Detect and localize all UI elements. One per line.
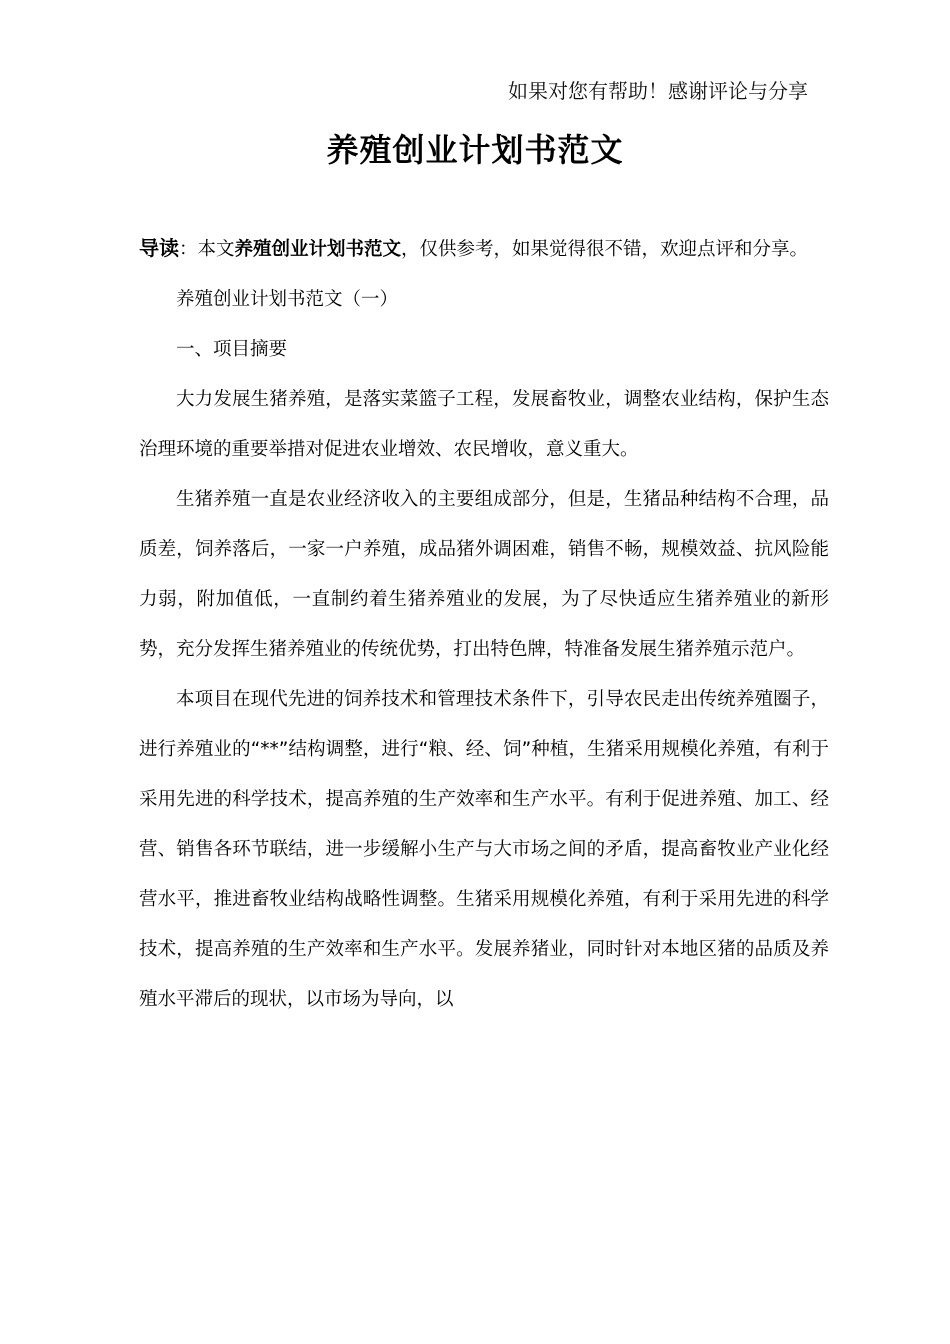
- body-paragraph: 本项目在现代先进的饲养技术和管理技术条件下，引导农民走出传统养殖圈子，进行养殖业的“**”结构调整，进行“粮、经、饲”种植，生猪采用规模化养殖，有利于采用先进的科学技术，提高养殖的生产效率和生产水平。有利于促进养殖、加工、经营、销售各环节联结，进一步缓解小生产与大市场之间的矛盾，提高畜牧业产业化经营水平，推进畜牧业结构战略性调整。生猪采用规模化养殖，有利于采用先进的科学技术，提高养殖的生产效率和生产水平。发展养猪业，同时针对本地区猪的品质及养殖水平滞后的现状，以市场为导向，以: [139, 689, 829, 1010]
- intro-rest: ，仅供参考，如果觉得很不错，欢迎点评和分享。: [401, 239, 809, 260]
- intro-prefix: 本文: [197, 239, 235, 260]
- intro-colon: ：: [179, 239, 198, 260]
- document-body: [139, 223, 829, 1025]
- body-paragraph: 生猪养殖一直是农业经济收入的主要组成部分，但是，生猪品种结构不合理，品质差，饲养落后，一家一户养殖，成品猪外调困难，销售不畅，规模效益、抗风险能力弱，附加值低，一直制约着生猪养殖业的发展，为了尽快适应生猪养殖业的新形势，充分发挥生猪养殖业的传统优势，打出特色牌，特准备发展生猪养殖示范户。: [139, 489, 829, 660]
- body-paragraph: 大力发展生猪养殖，是落实菜篮子工程，发展畜牧业，调整农业结构，保护生态治理环境的重要举措对促进农业增效、农民增收，意义重大。: [139, 389, 829, 460]
- intro-bold-title: 养殖创业计划书范文: [234, 239, 402, 260]
- intro-paragraph: [139, 223, 829, 275]
- header-note: 如果对您有帮助！感谢评论与分享: [508, 79, 808, 103]
- document-title: 养殖创业计划书范文: [326, 131, 624, 169]
- section-heading: 养殖创业计划书范文（一）: [176, 289, 399, 310]
- subheading: 一、项目摘要: [176, 339, 288, 360]
- intro-label: 导读: [139, 236, 179, 260]
